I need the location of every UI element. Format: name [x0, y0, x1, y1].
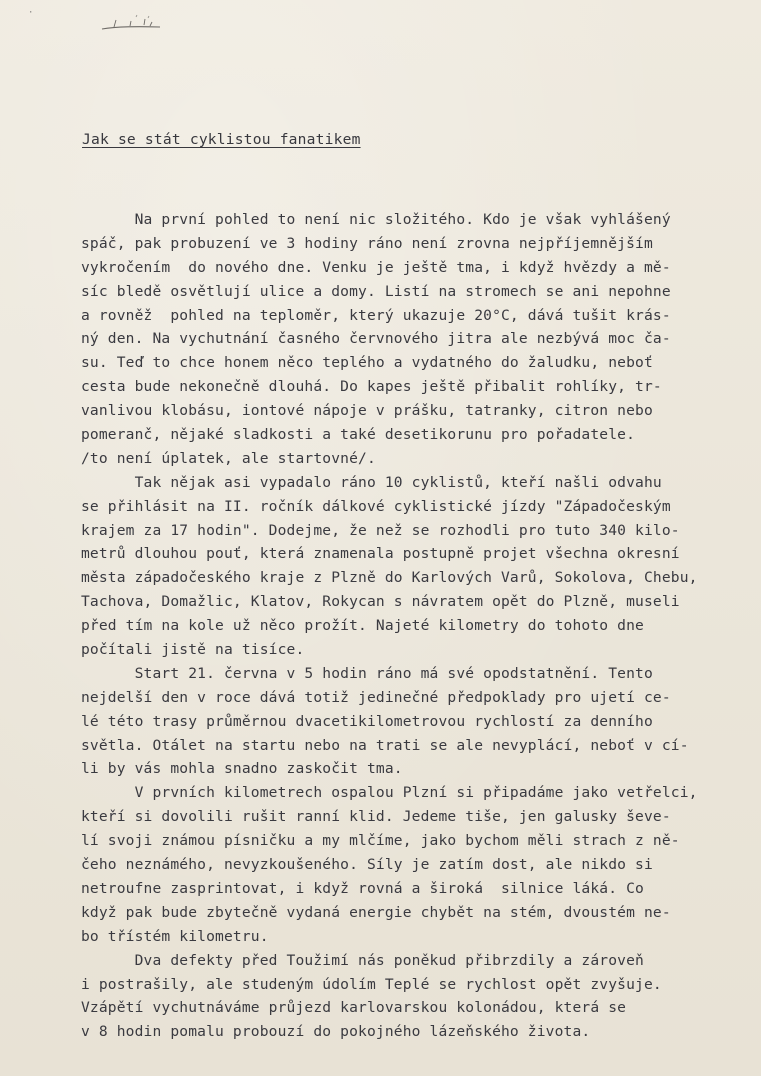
text-line: nejdelší den v roce dává totiž jedinečné předpoklady pro ujetí ce- [81, 688, 671, 706]
text-line: lé této trasy průměrnou dvacetikilometrovou rychlostí za denního [81, 712, 653, 730]
text-line: Na první pohled to není nic složitého. Kdo je však vyhlášený [81, 211, 671, 228]
text-line: metrů dlouhou pouť, která znamenala postupně projet všechna okresní [81, 545, 680, 563]
text-line: v 8 hodin pomalu probouzí do pokojného lázeňského života. [81, 1023, 591, 1041]
text-line: li by vás mohla snadno zaskočit tma. [81, 760, 403, 778]
text-line: se přihlásit na II. ročník dálkové cyklistické jízdy "Západočeským [81, 497, 671, 515]
text-line: vykročením do nového dne. Venku je ještě tma, i když hvězdy a mě- [81, 258, 671, 276]
text-line: Tachova, Domažlic, Klatov, Rokycan s návratem opět do Plzně, museli [81, 593, 680, 611]
text-line: světla. Otálet na startu nebo na trati se ale nevyplácí, neboť v cí- [81, 736, 689, 754]
text-line: počítali jistě na tisíce. [81, 641, 305, 659]
text-line: su. Teď to chce honem něco teplého a vydatného do žaludku, neboť [81, 354, 653, 372]
text-line: pomeranč, nějaké sladkosti a také desetikorunu pro pořadatele. [81, 426, 636, 444]
text-line: spáč, pak probuzení ve 3 hodiny ráno není zrovna nejpříjemnějším [81, 234, 653, 252]
text-line: síc bledě osvětlují ulice a domy. Listí na stromech se ani nepohne [81, 282, 671, 300]
text-line: /to není úplatek, ale startovné/. [81, 449, 376, 467]
text-line: ný den. Na vychutnání časného červnového jitra ale nezbývá moc ča- [81, 330, 671, 348]
text-line: kteří si dovolili rušit ranní klid. Jedeme tiše, jen galusky ševe- [81, 808, 671, 826]
text-line: V prvních kilometrech ospalou Plzní si připadáme jako vetřelci, [81, 784, 698, 802]
text-line: čeho neznámého, nevyzkoušeného. Síly je zatím dost, ale nikdo si [81, 856, 653, 874]
text-line: i postrašily, ale studeným údolím Teplé se rychlost opět zvyšuje. [81, 975, 662, 993]
text-line: Dva defekty před Toužimí nás poněkud přibrzdily a zároveň [81, 951, 644, 969]
text-line: krajem za 17 hodin". Dodejme, že než se rozhodli pro tuto 340 kilo- [81, 521, 680, 539]
text-line: města západočeského kraje z Plzně do Karlových Varů, Sokolova, Chebu, [81, 569, 698, 587]
text-line: Vzápětí vychutnáváme průjezd karlovarskou kolonádou, která se [81, 999, 627, 1017]
margin-mark: · [28, 8, 34, 18]
text-line: Tak nějak asi vypadalo ráno 10 cyklistů, kteří našli odvahu [81, 473, 662, 491]
text-line: netroufne zasprintovat, i když rovná a široká silnice láká. Co [81, 879, 644, 897]
text-line: vanlivou klobásu, iontové nápoje v prášku, tatranky, citron nebo [81, 402, 653, 420]
document-title: Jak se stát cyklistou fanatikem [82, 131, 361, 148]
text-line: bo třístém kilometru. [81, 927, 269, 945]
text-line: lí svoji známou písničku a my mlčíme, jako bychom měli strach z ně- [81, 832, 680, 850]
text-line: když pak bude zbytečně vydaná energie chybět na stém, dvoustém ne- [81, 903, 671, 921]
text-line: před tím na kole už něco prožít. Najeté kilometry do tohoto dne [81, 617, 644, 635]
text-line: a rovněž pohled na teploměr, který ukazuje 20°C, dává tušit krás- [81, 306, 671, 324]
pen-scribble-icon [100, 13, 164, 33]
text-line: cesta bude nekonečně dlouhá. Do kapes ještě přibalit rohlíky, tr- [81, 378, 662, 396]
text-line: Start 21. června v 5 hodin ráno má své opodstatnění. Tento [81, 664, 653, 682]
document-body [81, 208, 741, 1044]
